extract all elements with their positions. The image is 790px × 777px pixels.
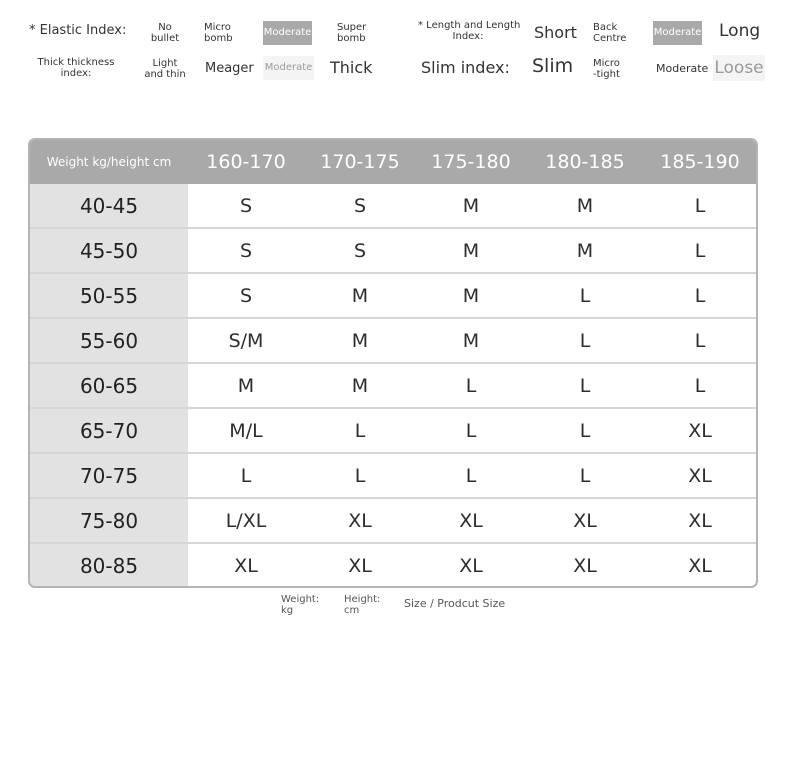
length-index-label: * Length and Length Index: [418, 20, 521, 42]
footer-size-label: Size / Prodcut Size [404, 597, 506, 610]
size-cell: L [579, 285, 591, 307]
size-cell: L [694, 195, 706, 217]
table-row [30, 274, 756, 319]
size-cell: XL [459, 555, 483, 577]
size-cell: M/L [229, 420, 263, 442]
table-row [30, 319, 756, 364]
size-cell: XL [459, 510, 483, 532]
size-cell: XL [688, 510, 712, 532]
size-cell: L [465, 420, 477, 442]
weight-range-cell: 75-80 [79, 509, 139, 533]
height-header: 170-175 [320, 151, 400, 173]
size-cell: L [694, 330, 706, 352]
size-cell: M [462, 195, 480, 217]
size-cell: M [462, 285, 480, 307]
slim-index-label: Slim index: [421, 58, 510, 77]
thickness-option-moderate: Moderate [263, 56, 314, 80]
table-row [30, 499, 756, 544]
size-cell: XL [234, 555, 258, 577]
size-cell: XL [688, 465, 712, 487]
size-cell: L [240, 465, 252, 487]
size-cell: L [354, 420, 366, 442]
size-cell: M [576, 240, 594, 262]
weight-range-cell: 60-65 [79, 374, 139, 398]
size-cell: XL [573, 555, 597, 577]
size-table [28, 138, 758, 588]
size-cell: M [351, 285, 369, 307]
table-row [30, 544, 756, 588]
size-cell: M [351, 330, 369, 352]
weight-range-cell: 55-60 [79, 329, 139, 353]
table-header [30, 140, 756, 184]
size-cell: XL [573, 510, 597, 532]
size-cell: M [576, 195, 594, 217]
size-cell: L [694, 375, 706, 397]
thickness-index-label: Thick thickness index: [37, 57, 115, 79]
size-cell: XL [688, 555, 712, 577]
size-cell: S [353, 195, 367, 217]
slim-option-loose: Loose [713, 55, 765, 81]
height-header: 160-170 [206, 151, 286, 173]
slim-option-slim: Slim [532, 55, 574, 77]
weight-range-cell: 80-85 [79, 554, 139, 578]
elastic-index-label: * Elastic Index: [29, 23, 127, 38]
table-row [30, 184, 756, 229]
length-option-moderate-selected: Moderate [653, 21, 702, 45]
thickness-option-thick: Thick [330, 58, 373, 77]
weight-range-cell: 50-55 [79, 284, 139, 308]
footer-weight-label: Weight: kg [281, 594, 320, 616]
length-option-long: Long [719, 21, 761, 41]
size-cell: L [579, 465, 591, 487]
size-cell: L [579, 420, 591, 442]
footer-height-label: Height: cm [344, 594, 381, 616]
elastic-option-moderate-selected: Moderate [263, 21, 312, 45]
size-cell: XL [348, 555, 372, 577]
size-cell: L [694, 240, 706, 262]
size-cell: L [579, 330, 591, 352]
size-cell: S [239, 195, 253, 217]
elastic-option-micro-bomb: Micro bomb [204, 22, 233, 44]
weight-range-cell: 70-75 [79, 464, 139, 488]
height-header: 185-190 [660, 151, 740, 173]
size-cell: S [239, 240, 253, 262]
table-row [30, 454, 756, 499]
size-cell: M [237, 375, 255, 397]
length-option-back-centre: Back Centre [593, 22, 627, 44]
size-cell: M [351, 375, 369, 397]
size-cell: M [462, 330, 480, 352]
thickness-option-light-thin: Light and thin [144, 58, 186, 80]
elastic-option-no-bullet: No bullet [150, 22, 180, 44]
size-cell: L [465, 375, 477, 397]
weight-range-cell: 65-70 [79, 419, 139, 443]
table-row [30, 409, 756, 454]
size-cell: L/XL [225, 510, 267, 532]
size-cell: L [354, 465, 366, 487]
elastic-option-super-bomb: Super bomb [337, 22, 367, 44]
height-header: 180-185 [545, 151, 625, 173]
size-cell: XL [348, 510, 372, 532]
table-row [30, 229, 756, 274]
size-cell: L [579, 375, 591, 397]
size-cell: S/M [228, 330, 264, 352]
size-cell: M [462, 240, 480, 262]
corner-header: Weight kg/height cm [46, 155, 172, 169]
size-cell: XL [688, 420, 712, 442]
weight-range-cell: 45-50 [79, 239, 139, 263]
size-cell: L [694, 285, 706, 307]
length-option-short: Short [534, 23, 577, 42]
table-row [30, 364, 756, 409]
size-cell: L [465, 465, 477, 487]
weight-range-cell: 40-45 [79, 194, 139, 218]
slim-option-micro-tight: Micro -tight [593, 58, 620, 80]
size-cell: S [353, 240, 367, 262]
size-cell: S [239, 285, 253, 307]
thickness-option-meager: Meager [205, 61, 254, 76]
slim-option-moderate: Moderate [656, 62, 709, 75]
height-header: 175-180 [431, 151, 511, 173]
